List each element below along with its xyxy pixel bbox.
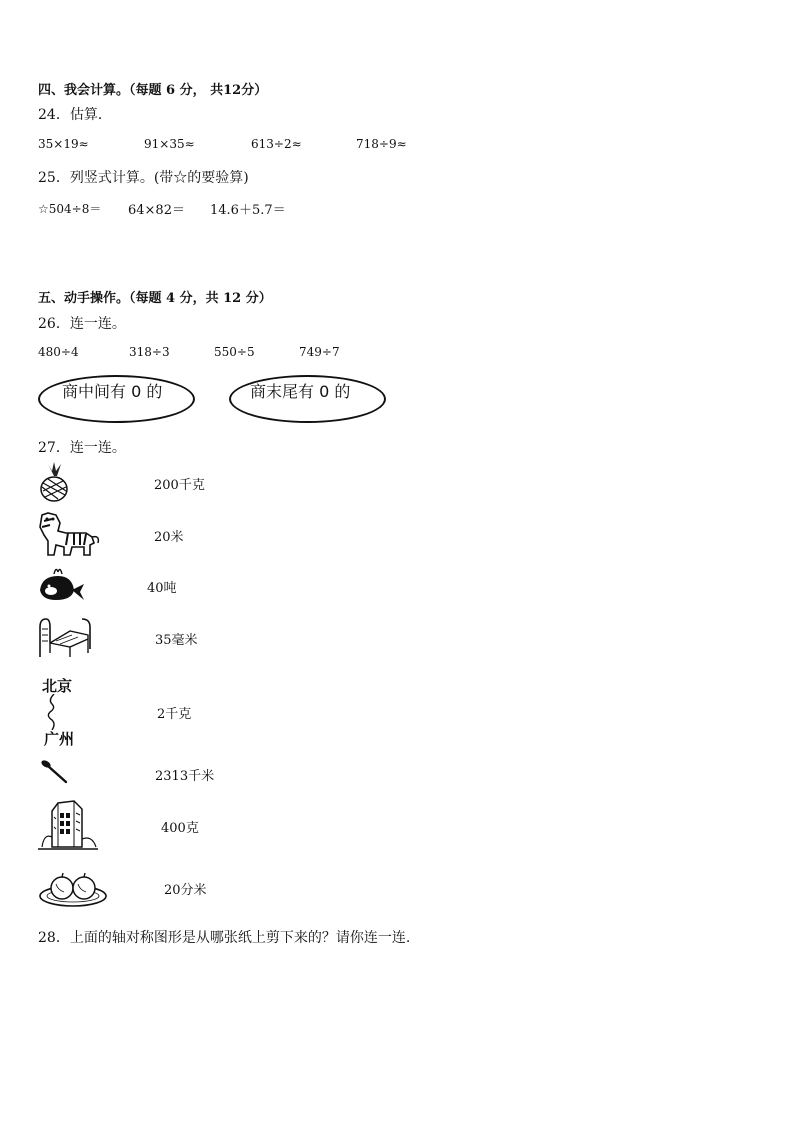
unit-label: 200千克 xyxy=(154,478,205,493)
building-icon xyxy=(36,797,100,853)
bed-icon xyxy=(36,613,92,659)
whale-icon xyxy=(36,564,86,604)
apples-plate-icon xyxy=(38,868,108,908)
division-expression: 318÷3 xyxy=(129,345,170,359)
unit-label: 40吨 xyxy=(147,581,177,596)
map-label-beijing: 北京 xyxy=(42,677,73,695)
division-expression: 749÷7 xyxy=(299,345,340,359)
pineapple-icon xyxy=(36,462,72,502)
estimate-expression: 613÷2≈ xyxy=(251,137,302,151)
unit-label: 35毫米 xyxy=(155,633,198,648)
question-25-title: 25．列竖式计算。(带☆的要验算) xyxy=(38,170,249,186)
division-expression: 550÷5 xyxy=(214,345,255,359)
oval-end-zero-label: 商末尾有 0 的 xyxy=(250,382,351,401)
vertical-calc-expression: 64×82＝ xyxy=(128,203,185,218)
estimate-expression: 91×35≈ xyxy=(144,137,195,151)
nail-icon xyxy=(40,758,70,784)
vertical-calc-expression: 14.6＋5.7＝ xyxy=(210,203,286,218)
oval-middle-zero-label: 商中间有 0 的 xyxy=(62,382,163,401)
question-26-title: 26．连一连。 xyxy=(38,316,126,332)
section-4-heading: 四、我会计算。（每题 6 分， 共12分） xyxy=(38,83,268,98)
section-5-heading: 五、动手操作。（每题 4 分，共 12 分） xyxy=(38,291,272,306)
estimate-expression: 35×19≈ xyxy=(38,137,89,151)
division-expression: 480÷4 xyxy=(38,345,79,359)
unit-label: 2313千米 xyxy=(155,769,215,784)
map-label-guangzhou: 广州 xyxy=(44,730,75,748)
tiger-icon xyxy=(38,511,102,559)
question-27-title: 27．连一连。 xyxy=(38,440,126,456)
unit-label: 2千克 xyxy=(157,707,192,722)
question-24-title: 24．估算． xyxy=(38,107,112,123)
unit-label: 20分米 xyxy=(164,883,207,898)
estimate-expression: 718÷9≈ xyxy=(356,137,407,151)
unit-label: 20米 xyxy=(154,530,184,545)
vertical-calc-expression: ☆504÷8＝ xyxy=(38,202,102,216)
question-28-title: 28．上面的轴对称图形是从哪张纸上剪下来的？请你连一连. xyxy=(38,930,411,946)
route-map-icon xyxy=(44,694,64,730)
unit-label: 400克 xyxy=(161,821,199,836)
